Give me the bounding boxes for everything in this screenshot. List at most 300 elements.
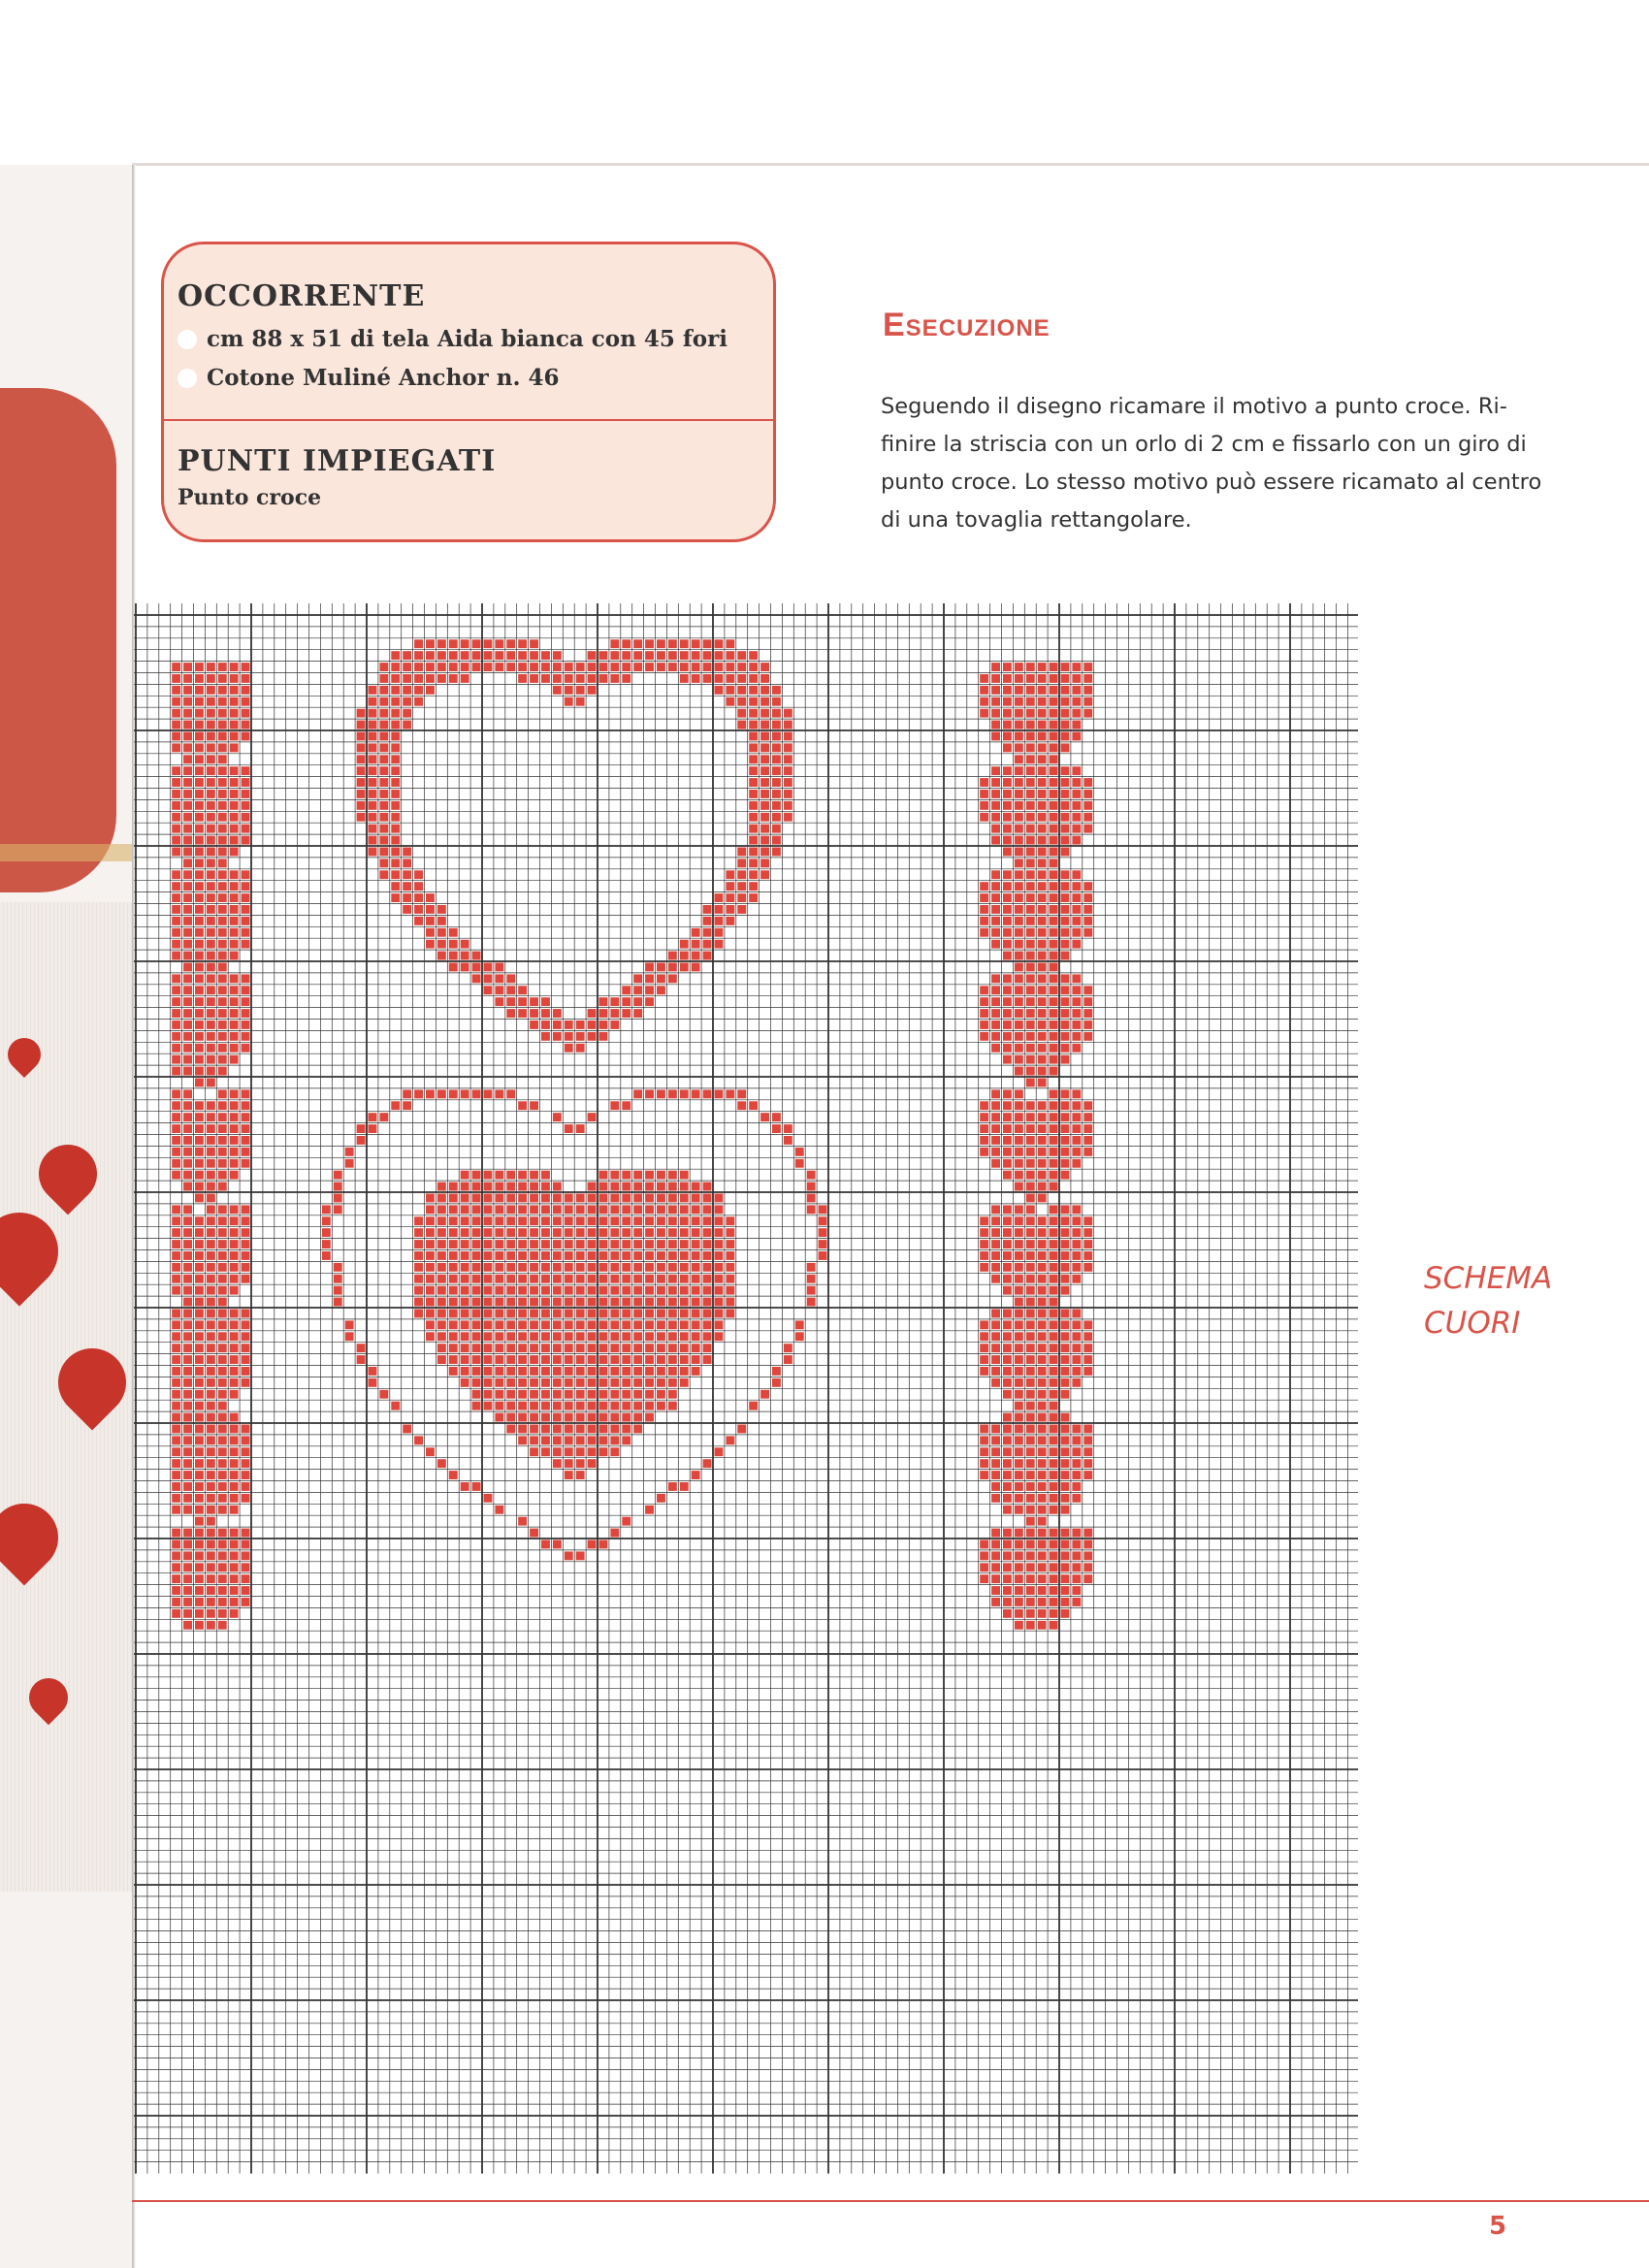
stitch-cell	[1015, 882, 1023, 891]
stitch-cell	[565, 1551, 573, 1560]
stitch-cell	[495, 1183, 503, 1191]
stitch-cell	[379, 813, 388, 822]
stitch-cell	[495, 1310, 503, 1318]
stitch-cell	[1015, 674, 1023, 683]
stitch-cell	[207, 1609, 215, 1618]
stitch-cell	[218, 1355, 227, 1364]
stitch-cell	[230, 778, 239, 787]
stitch-cell	[207, 1263, 215, 1272]
stitch-cell	[553, 1413, 562, 1422]
stitch-cell	[645, 1310, 654, 1318]
stitch-cell	[183, 663, 192, 671]
stitch-cell	[541, 1320, 550, 1329]
stitch-cell	[565, 1447, 573, 1456]
stitch-cell	[668, 1228, 677, 1237]
stitch-cell	[726, 1251, 734, 1260]
stitch-cell	[345, 1332, 354, 1341]
stitch-cell	[1038, 1263, 1047, 1272]
stitch-cell	[576, 697, 585, 706]
red-cup-image	[0, 388, 116, 892]
stitch-cell	[506, 974, 515, 983]
stitch-cell	[715, 1320, 724, 1329]
stitch-cell	[633, 1425, 642, 1434]
stitch-cell	[1050, 1171, 1058, 1180]
stitch-cell	[633, 1171, 642, 1180]
stitch-cell	[1061, 1390, 1070, 1399]
stitch-cell	[1038, 1251, 1047, 1260]
stitch-cell	[230, 663, 239, 671]
stitch-cell	[1050, 1136, 1058, 1145]
stitch-cell	[230, 986, 239, 994]
stitch-cell	[1015, 848, 1023, 857]
stitch-cell	[172, 974, 180, 983]
stitch-cell	[633, 1310, 642, 1318]
stitch-cell	[506, 986, 515, 994]
stitch-cell	[1015, 1055, 1023, 1064]
stitch-cell	[426, 1216, 435, 1225]
stitch-cell	[391, 848, 400, 857]
stitch-cell	[183, 1216, 192, 1225]
stitch-cell	[610, 1009, 619, 1018]
stitch-cell	[1026, 778, 1035, 787]
stitch-cell	[495, 1194, 503, 1203]
stitch-cell	[195, 986, 204, 994]
stitch-cell	[1003, 1586, 1012, 1595]
stitch-cell	[991, 928, 1000, 937]
stitch-cell	[1061, 870, 1070, 879]
stitch-cell	[715, 1240, 724, 1248]
stitch-cell	[379, 825, 388, 833]
stitch-cell	[1072, 940, 1081, 949]
stitch-cell	[172, 1378, 180, 1387]
stitch-cell	[1026, 1413, 1035, 1422]
stitch-cell	[230, 1205, 239, 1214]
stitch-cell	[1003, 1021, 1012, 1029]
stitch-cell	[461, 1344, 469, 1352]
stitch-cell	[772, 1378, 781, 1387]
stitch-cell	[183, 1286, 192, 1295]
stitch-cell	[541, 1355, 550, 1364]
stitch-cell	[980, 1563, 988, 1571]
stitch-cell	[576, 1390, 585, 1399]
stitch-cell	[437, 674, 446, 683]
stitch-cell	[461, 1332, 469, 1341]
stitch-cell	[1038, 882, 1047, 891]
stitch-cell	[1050, 755, 1058, 763]
stitch-cell	[1083, 1459, 1092, 1468]
stitch-cell	[991, 686, 1000, 695]
stitch-cell	[1072, 1148, 1081, 1156]
cross-stitch-chart	[134, 594, 1358, 2175]
stitch-cell	[183, 1298, 192, 1307]
stitch-cell	[207, 778, 215, 787]
stitch-cell	[518, 674, 527, 683]
stitch-cell	[414, 870, 423, 879]
stitch-cell	[980, 1425, 988, 1434]
stitch-cell	[576, 1402, 585, 1410]
stitch-cell	[1038, 1275, 1047, 1283]
stitch-cell	[437, 1344, 446, 1352]
stitch-cell	[1061, 1136, 1070, 1145]
stitch-cell	[472, 651, 481, 660]
stitch-cell	[1003, 917, 1012, 925]
stitch-cell	[357, 1344, 366, 1352]
stitch-cell	[1038, 1574, 1047, 1583]
stitch-cell	[692, 674, 700, 683]
stitch-cell	[414, 1436, 423, 1444]
stitch-cell	[1038, 1286, 1047, 1295]
stitch-cell	[242, 1471, 250, 1479]
stitch-cell	[1003, 1124, 1012, 1133]
stitch-cell	[599, 1344, 608, 1352]
stitch-cell	[633, 1367, 642, 1376]
stitch-cell	[1038, 974, 1047, 983]
stitch-cell	[1026, 1586, 1035, 1595]
stitch-cell	[242, 1563, 250, 1571]
stitch-cell	[1061, 1598, 1070, 1606]
stitch-cell	[369, 801, 377, 810]
stitch-cell	[1061, 1459, 1070, 1468]
stitch-cell	[1072, 1540, 1081, 1549]
stitch-cell	[218, 732, 227, 741]
stitch-cell	[1038, 1563, 1047, 1571]
stitch-cell	[991, 1089, 1000, 1098]
stitch-cell	[1015, 1136, 1023, 1145]
stitch-cell	[530, 1344, 538, 1352]
stitch-cell	[379, 836, 388, 845]
stitch-cell	[565, 697, 573, 706]
stitch-cell	[242, 905, 250, 914]
stitch-cell	[183, 1183, 192, 1191]
stitch-cell	[172, 1159, 180, 1168]
stitch-cell	[449, 963, 458, 972]
stitch-cell	[703, 1240, 712, 1248]
stitch-cell	[588, 1251, 597, 1260]
stitch-cell	[1061, 1171, 1070, 1180]
stitch-cell	[414, 1216, 423, 1225]
stitch-cell	[495, 963, 503, 972]
stitch-cell	[461, 940, 469, 949]
stitch-cell	[1015, 1609, 1023, 1618]
stitch-cell	[530, 1425, 538, 1434]
stitch-cell	[668, 1355, 677, 1364]
stitch-cell	[980, 1367, 988, 1376]
stitch-cell	[784, 709, 792, 718]
stitch-cell	[183, 882, 192, 891]
stitch-cell	[1061, 1436, 1070, 1444]
stitch-cell	[242, 721, 250, 729]
stitch-cell	[334, 1194, 342, 1203]
stitch-cell	[1050, 1216, 1058, 1225]
stitch-cell	[242, 1574, 250, 1583]
stitch-cell	[437, 1228, 446, 1237]
stitch-cell	[369, 709, 377, 718]
stitch-cell	[1015, 1447, 1023, 1456]
stitch-cell	[692, 1263, 700, 1272]
stitch-cell	[610, 1390, 619, 1399]
stitch-cell	[760, 870, 769, 879]
stitch-cell	[1061, 1586, 1070, 1595]
stitch-cell	[541, 1171, 550, 1180]
stitch-cell	[334, 1171, 342, 1180]
stitch-cell	[760, 859, 769, 867]
stitch-cell	[633, 1332, 642, 1341]
stitch-cell	[1015, 697, 1023, 706]
stitch-cell	[622, 674, 630, 683]
stitch-cell	[668, 1251, 677, 1260]
stitch-cell	[230, 1320, 239, 1329]
stitch-cell	[1026, 709, 1035, 718]
stitch-cell	[784, 732, 792, 741]
stitch-cell	[599, 1263, 608, 1272]
stitch-cell	[1003, 743, 1012, 752]
stitch-cell	[230, 940, 239, 949]
stitch-cell	[668, 1402, 677, 1410]
stitch-cell	[449, 1320, 458, 1329]
stitch-cell	[426, 651, 435, 660]
stitch-cell	[230, 1540, 239, 1549]
stitch-cell	[633, 1286, 642, 1295]
stitch-cell	[495, 986, 503, 994]
stitch-cell	[1026, 721, 1035, 729]
stitch-cell	[183, 1355, 192, 1364]
stitch-cell	[391, 743, 400, 752]
stitch-cell	[1015, 870, 1023, 879]
stitch-cell	[819, 1205, 827, 1214]
stitch-cell	[576, 674, 585, 683]
stitch-cell	[541, 1021, 550, 1029]
stitch-cell	[484, 974, 493, 983]
stitch-cell	[1061, 1529, 1070, 1538]
stitch-cell	[183, 1136, 192, 1145]
stitch-cell	[1038, 1136, 1047, 1145]
stitch-cell	[1050, 1471, 1058, 1479]
stitch-cell	[980, 1344, 988, 1352]
stitch-cell	[622, 986, 630, 994]
stitch-cell	[553, 1320, 562, 1329]
stitch-cell	[1050, 1275, 1058, 1283]
stitch-cell	[1038, 1344, 1047, 1352]
stitch-cell	[1015, 755, 1023, 763]
stitch-cell	[495, 997, 503, 1006]
stitch-cell	[1015, 905, 1023, 914]
stitch-cell	[645, 1286, 654, 1295]
stitch-cell	[726, 882, 734, 891]
stitch-cell	[195, 1598, 204, 1606]
bullet-icon	[178, 330, 197, 349]
stitch-cell	[588, 1320, 597, 1329]
stitch-cell	[991, 1009, 1000, 1018]
stitch-cell	[610, 1355, 619, 1364]
stitch-cell	[726, 1263, 734, 1272]
stitch-cell	[1050, 1320, 1058, 1329]
stitch-cell	[610, 1021, 619, 1029]
stitch-cell	[1083, 882, 1092, 891]
stitch-cell	[576, 1032, 585, 1041]
stitch-cell	[242, 1205, 250, 1214]
stitch-cell	[1038, 1413, 1047, 1422]
stitch-cell	[207, 1240, 215, 1248]
stitch-cell	[207, 1194, 215, 1203]
stitch-cell	[1026, 1378, 1035, 1387]
stitch-cell	[1083, 1563, 1092, 1571]
stitch-cell	[183, 1425, 192, 1434]
stitch-cell	[437, 1263, 446, 1272]
stitch-cell	[588, 1205, 597, 1214]
stitch-cell	[991, 790, 1000, 798]
stitch-cell	[495, 1390, 503, 1399]
stitch-cell	[495, 1344, 503, 1352]
stitch-cell	[668, 1171, 677, 1180]
stitch-cell	[772, 836, 781, 845]
stitch-cell	[622, 1183, 630, 1191]
stitch-cell	[657, 1402, 665, 1410]
stitch-cell	[495, 639, 503, 648]
stitch-cell	[749, 732, 758, 741]
stitch-cell	[1061, 952, 1070, 960]
stitch-cell	[991, 1263, 1000, 1272]
stitch-cell	[633, 986, 642, 994]
stitch-cell	[1015, 1113, 1023, 1121]
stitch-cell	[610, 1101, 619, 1110]
stitch-cell	[1083, 1009, 1092, 1018]
stitch-cell	[1050, 1540, 1058, 1549]
stitch-cell	[218, 674, 227, 683]
stitch-cell	[1050, 1621, 1058, 1630]
stitch-cell	[230, 1574, 239, 1583]
stitch-cell	[541, 1540, 550, 1549]
stitch-cell	[668, 1286, 677, 1295]
stitch-cell	[1015, 813, 1023, 822]
stitch-cell	[749, 721, 758, 729]
stitch-cell	[633, 1194, 642, 1203]
stitch-cell	[1050, 1598, 1058, 1606]
stitch-cell	[610, 1344, 619, 1352]
stitch-cell	[207, 1183, 215, 1191]
stitch-cell	[207, 1494, 215, 1503]
stitch-cell	[668, 1390, 677, 1399]
stitch-cell	[541, 1194, 550, 1203]
stitch-cell	[772, 848, 781, 857]
stitch-cell	[207, 986, 215, 994]
stitch-cell	[980, 1574, 988, 1583]
stitch-cell	[784, 790, 792, 798]
stitch-cell	[622, 1275, 630, 1283]
stitch-cell	[207, 1459, 215, 1468]
stitch-cell	[645, 1275, 654, 1283]
stitch-cell	[518, 1286, 527, 1295]
stitch-cell	[599, 1286, 608, 1295]
stitch-cell	[692, 1310, 700, 1318]
stitch-cell	[1003, 1148, 1012, 1156]
stitch-cell	[576, 1286, 585, 1295]
stitch-cell	[230, 1390, 239, 1399]
stitch-cell	[484, 1089, 493, 1098]
stitch-cell	[1026, 1263, 1035, 1272]
stitch-cell	[1072, 697, 1081, 706]
stitch-cell	[784, 1136, 792, 1145]
stitch-cell	[218, 1447, 227, 1456]
stitch-cell	[1003, 928, 1012, 937]
stitch-cell	[1061, 1494, 1070, 1503]
stitch-cell	[518, 1320, 527, 1329]
stitch-cell	[1061, 974, 1070, 983]
stitch-cell	[692, 651, 700, 660]
stitch-cell	[1003, 997, 1012, 1006]
stitch-cell	[472, 1390, 481, 1399]
stitch-cell	[576, 1021, 585, 1029]
stitch-cell	[1038, 1390, 1047, 1399]
stitch-cell	[645, 986, 654, 994]
stitch-cell	[1038, 1159, 1047, 1168]
stitch-cell	[449, 1344, 458, 1352]
stitch-cell	[506, 639, 515, 648]
stitch-cell	[506, 1216, 515, 1225]
stitch-cell	[414, 651, 423, 660]
stitch-cell	[553, 1459, 562, 1468]
stitch-cell	[599, 1367, 608, 1376]
stitch-cell	[242, 1101, 250, 1110]
stitch-cell	[242, 1240, 250, 1248]
stitch-cell	[449, 1216, 458, 1225]
stitch-cell	[680, 1344, 689, 1352]
stitch-cell	[391, 836, 400, 845]
stitch-cell	[760, 674, 769, 683]
stitch-cell	[737, 848, 746, 857]
stitch-cell	[1003, 813, 1012, 822]
stitch-cell	[599, 1332, 608, 1341]
stitch-cell	[242, 1251, 250, 1260]
stitch-cell	[403, 686, 411, 695]
stitch-cell	[195, 1124, 204, 1133]
stitch-cell	[218, 1413, 227, 1422]
stitch-cell	[195, 893, 204, 902]
stitch-cell	[242, 870, 250, 879]
stitch-cell	[1015, 1332, 1023, 1341]
stitch-cell	[472, 1205, 481, 1214]
stitch-cell	[207, 766, 215, 775]
stitch-cell	[172, 1136, 180, 1145]
stitch-cell	[379, 870, 388, 879]
stitch-cell	[576, 1263, 585, 1272]
stitch-cell	[645, 651, 654, 660]
stitch-cell	[518, 1009, 527, 1018]
stitch-cell	[1015, 743, 1023, 752]
stitch-cell	[242, 1228, 250, 1237]
stitch-cell	[1003, 801, 1012, 810]
stitch-cell	[449, 1183, 458, 1191]
stitch-cell	[1015, 1320, 1023, 1329]
stitch-cell	[207, 905, 215, 914]
stitch-cell	[633, 974, 642, 983]
stitch-cell	[506, 1344, 515, 1352]
stitch-cell	[506, 1089, 515, 1098]
stitch-cell	[518, 1194, 527, 1203]
stitch-cell	[1026, 1517, 1035, 1526]
stitch-cell	[437, 1459, 446, 1468]
stitch-cell	[657, 1205, 665, 1214]
stitch-cell	[1050, 1148, 1058, 1156]
stitch-cell	[576, 1194, 585, 1203]
stitch-cell	[530, 1216, 538, 1225]
stitch-cell	[437, 1298, 446, 1307]
stitch-cell	[991, 836, 1000, 845]
stitch-cell	[218, 1551, 227, 1560]
stitch-cell	[1038, 893, 1047, 902]
stitch-cell	[980, 1228, 988, 1237]
stitch-cell	[230, 952, 239, 960]
stitch-cell	[172, 917, 180, 925]
